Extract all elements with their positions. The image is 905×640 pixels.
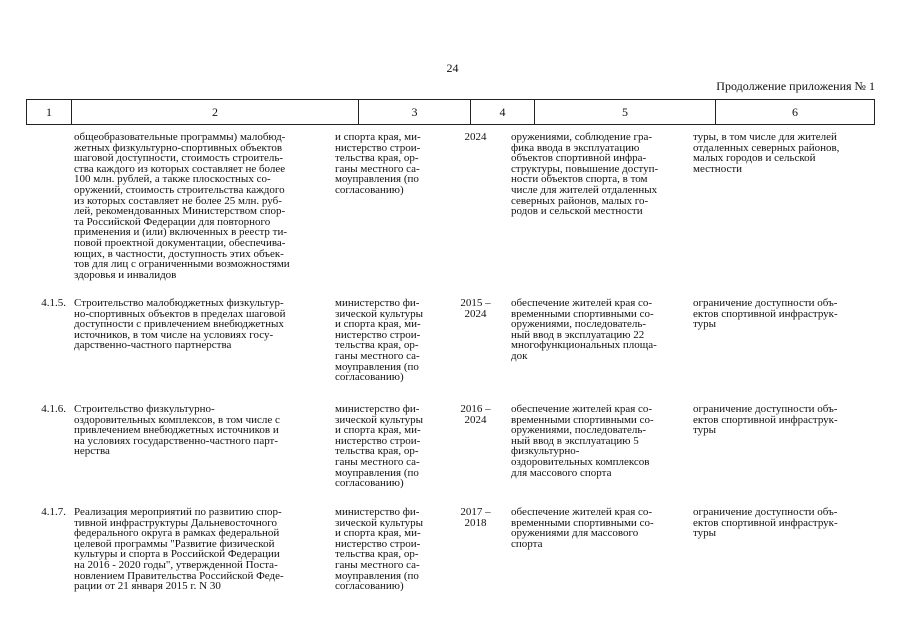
header-col-6: 6 — [792, 105, 798, 119]
consequence-text: ограничение доступности объ- ектов спортивной инфраструк- туры — [693, 403, 838, 437]
result-text: оружениями, соблюдение гра- фика ввода в эксплуатацию объектов спортивной инфра- структуры, повышение доступ- ности объектов спорта, в том числе для жителей отдаленных северных районов, малых го- родов и сельской местности — [511, 131, 659, 218]
executor-text: министерство фи- зической культуры и спорта края, ми- нистерство строи- тельства края, ор- ганы местного са- моуправления (по согласованию) — [335, 506, 424, 593]
measure-text: Строительство физкультурно- оздоровительных комплексов, в том числе с привлечением внебюджетных источников и на условиях государственно-частного парт- нерства — [74, 403, 280, 458]
measure-text: Строительство малобюджетных физкультур- но-спортивных объектов в пределах шаговой доступности с привлечением внебюджетных источников, в том числе на условиях госу- дарственно-частного партнерства — [74, 297, 286, 352]
consequence-text: ограничение доступности объ- ектов спортивной инфраструк- туры — [693, 506, 838, 540]
measure-text: Реализация мероприятий по развитию спор- тивной инфраструктуры Дальневосточного федерального округа в рамках федеральной целевой программы "Развитие физической культуры и спорта в Российской Федерации на 2016 - 2020 годы", утвержденной Поста- новлением Правительства Российской Феде- рации от 21 января 2015 г. N 30 — [74, 506, 284, 593]
executor-text: и спорта края, ми- нистерство строи- тельства края, ор- ганы местного са- моуправления (по согласованию) — [335, 131, 421, 196]
period-text: 2017 – 2018 — [460, 506, 491, 529]
executor-text: министерство фи- зической культуры и спорта края, ми- нистерство строи- тельства края, ор- ганы местного са- моуправления (по согласованию) — [335, 403, 424, 490]
row-number: 4.1.7. — [41, 506, 66, 518]
header-col-4: 4 — [499, 105, 506, 119]
continuation-label: Продолжение приложения № 1 — [716, 79, 875, 93]
header-col-1: 1 — [46, 105, 52, 119]
header-col-5: 5 — [622, 105, 628, 119]
result-text: обеспечение жителей края со- временными спортивными со- оружениями, последователь- ный ввод в эксплуатацию 22 многофункциональных площа- док — [511, 297, 657, 362]
table-header — [26, 99, 875, 125]
period-text: 2015 – 2024 — [460, 297, 491, 320]
header-col-3: 3 — [411, 105, 418, 119]
page-number: 24 — [446, 61, 459, 75]
row-number: 4.1.6. — [41, 403, 66, 415]
consequence-text: ограничение доступности объ- ектов спортивной инфраструк- туры — [693, 297, 838, 331]
row-number: 4.1.5. — [41, 297, 66, 309]
result-text: обеспечение жителей края со- временными спортивными со- оружениями для массового спорта — [511, 506, 654, 550]
header-col-2: 2 — [212, 105, 218, 119]
measure-text: общеобразовательные программы) малобюд- жетных физкультурно-спортивных объектов шаговой доступности, стоимость строитель- ства каждого из которых составляет не более 100 млн. рублей, а также плоскостных со- оружений, стоимость строительства каждого из которых составляет не более 25 млн. руб- лей, рекомендованных Министерством спор- та Российской Федерации для повторного применения и (или) включенных в реестр ти- повой проектной документации, обеспечива- ющих, в частности, доступность этих объек- тов для лиц с ограниченными возможностями здоровья и инвалидов — [74, 131, 290, 281]
consequence-text: туры, в том числе для жителей отдаленных северных районов, малых городов и сельской местности — [693, 131, 840, 175]
period-text: 2024 — [464, 131, 487, 143]
period-text: 2016 – 2024 — [460, 403, 491, 426]
executor-text: министерство фи- зической культуры и спорта края, ми- нистерство строи- тельства края, ор- ганы местного са- моуправления (по согласованию) — [335, 297, 424, 384]
result-text: обеспечение жителей края со- временными спортивными со- оружениями, последователь- ный ввод в эксплуатацию 5 физкультурно- оздоровительных комплексов для массового спорта — [511, 403, 654, 479]
